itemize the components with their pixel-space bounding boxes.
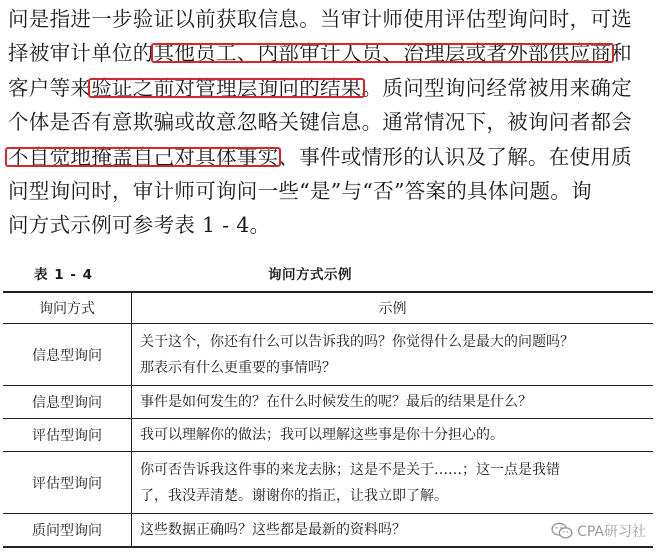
method-cell: 评估型询问	[3, 452, 132, 514]
inquiry-examples-table	[3, 291, 653, 548]
table-row	[3, 452, 653, 514]
example-line: 事件是如何发生的？在什么时候发生的呢？最后的结果是什么？	[140, 394, 532, 410]
body-paragraph	[8, 2, 656, 243]
table-row	[3, 419, 653, 452]
text-segment: 客户等来	[8, 75, 92, 100]
paragraph-line: 问是指进一步验证以前获取信息。当审计师使用评估型询问时，可选	[8, 7, 632, 31]
header-example: 示例	[132, 292, 654, 324]
highlighted-text: 不自觉地掩盖自己对具体事实	[8, 144, 279, 169]
table-row	[3, 324, 653, 386]
paragraph-line: 个体是否有意欺骗或故意忽略关键信息。通常情况下，被询问者都会	[8, 110, 632, 135]
example-cell	[132, 386, 654, 419]
paragraph-line	[8, 36, 656, 70]
paragraph-line: 问型询问时，审计师可询问一些“是”与“否”答案的具体问题。询	[8, 178, 592, 203]
example-line: 关于这个，你还有什么可以告诉我的吗？你觉得什么是最大的问题吗？	[140, 333, 574, 350]
example-cell	[132, 419, 654, 452]
example-line: 了，我没弄清楚。谢谢你的指正，让我立即了解。	[140, 487, 448, 504]
table-number: 表 1 - 4	[34, 267, 93, 283]
method-cell: 信息型询问	[3, 324, 132, 386]
wechat-icon	[551, 522, 573, 540]
example-line: 这些数据正确吗？这些都是最新的资料吗？	[140, 522, 406, 538]
example-line: 我可以理解你的做法；我可以理解这些事是你十分担心的。	[140, 427, 504, 443]
table-title: 询问方式示例	[268, 267, 352, 283]
table-header-row	[3, 292, 653, 324]
method-cell: 质问型询问	[3, 514, 132, 548]
highlighted-text: 验证之前对管理层询问的结果	[91, 75, 362, 100]
example-line: 那表示有什么更重要的事情吗？	[140, 359, 336, 376]
text-segment: 和	[611, 41, 633, 66]
method-cell: 信息型询问	[3, 386, 132, 419]
example-line: 你可否告诉我这件事的来龙去脉；这是不是关于……；这一点是我错	[140, 461, 560, 478]
watermark-text: CPA研习社	[577, 524, 646, 540]
method-cell: 评估型询问	[3, 419, 132, 452]
header-method: 询问方式	[3, 292, 132, 324]
paragraph-line: 问方式示例可参考表 1 - 4。	[8, 213, 271, 238]
highlighted-text: 其他员工、内部审计人员、治理层或者外部供应商	[153, 41, 612, 66]
watermark	[551, 521, 646, 541]
text-segment: 、事件或情形的认识及了解。在使用质	[278, 144, 633, 169]
text-segment: 。质问型询问经常被用来确定	[361, 75, 633, 100]
paragraph-line	[8, 140, 656, 174]
example-cell	[132, 324, 654, 386]
text-segment: 择被审计单位的	[8, 41, 154, 66]
table-row	[3, 386, 653, 419]
paragraph-line	[8, 71, 656, 105]
example-cell	[132, 452, 654, 514]
